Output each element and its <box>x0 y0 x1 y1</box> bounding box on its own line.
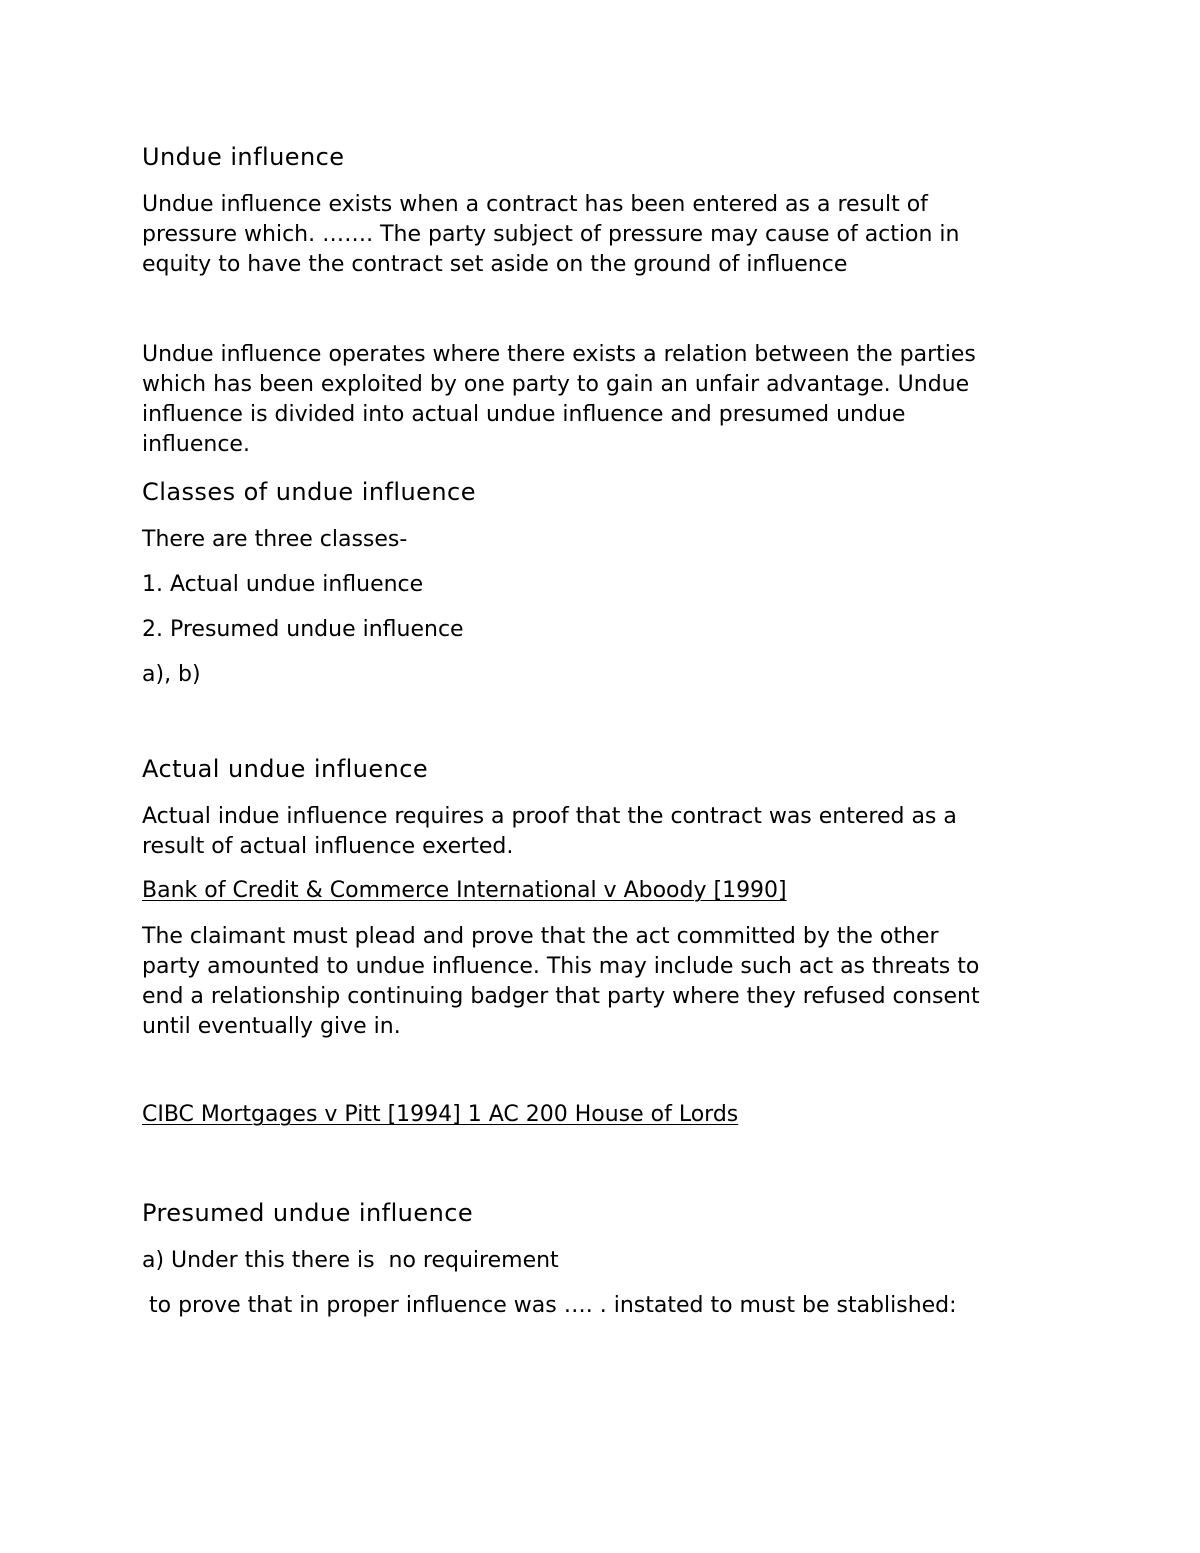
case-citation-aboody-row <box>142 876 1062 906</box>
class-subitems: a), b) <box>142 662 201 687</box>
case-citation-aboody: Bank of Credit & Commerce International v Aboody [1990] <box>142 878 787 903</box>
presumed-item-a: a) Under this there is no requirement <box>142 1248 559 1273</box>
case-citation-pitt-row <box>142 1100 1062 1130</box>
paragraph-actual <box>142 802 1062 862</box>
paragraph-line: pressure which. ……. The party subject of pressure may cause of action in <box>142 222 960 247</box>
paragraph-line: equity to have the contract set aside on the ground of influence <box>142 252 848 277</box>
case-citation-pitt: CIBC Mortgages v Pitt [1994] 1 AC 200 House of Lords <box>142 1102 739 1127</box>
paragraph-line: The claimant must plead and prove that the act committed by the other <box>142 924 939 949</box>
paragraph-line: Undue influence operates where there exists a relation between the parties <box>142 342 976 367</box>
paragraph-line: Actual indue influence requires a proof that the contract was entered as a <box>142 804 957 829</box>
class-item-presumed: 2. Presumed undue influence <box>142 617 464 642</box>
heading-presumed-undue-influence: Presumed undue influence <box>142 1199 474 1227</box>
class-item-actual: 1. Actual undue influence <box>142 572 424 597</box>
paragraph-line: which has been exploited by one party to gain an unfair advantage. Undue <box>142 372 970 397</box>
paragraph-line: end a relationship continuing badger that party where they refused consent <box>142 984 980 1009</box>
paragraph-line: influence is divided into actual undue influence and presumed undue <box>142 402 906 427</box>
paragraph-line: result of actual influence exerted. <box>142 834 514 859</box>
paragraph-definition <box>142 190 1062 280</box>
paragraph-line: Undue influence exists when a contract has been entered as a result of <box>142 192 928 217</box>
heading-actual-undue-influence: Actual undue influence <box>142 755 429 783</box>
classes-intro: There are three classes- <box>142 527 408 552</box>
paragraph-line: party amounted to undue influence. This may include such act as threats to <box>142 954 980 979</box>
heading-classes: Classes of undue influence <box>142 478 476 506</box>
presumed-item-b: to prove that in proper influence was …. . instated to must be stablished: <box>142 1293 957 1318</box>
paragraph-relation <box>142 340 1062 460</box>
paragraph-line: influence. <box>142 432 250 457</box>
heading-undue-influence: Undue influence <box>142 143 345 171</box>
paragraph-claimant <box>142 922 1062 1042</box>
paragraph-line: until eventually give in. <box>142 1014 401 1039</box>
